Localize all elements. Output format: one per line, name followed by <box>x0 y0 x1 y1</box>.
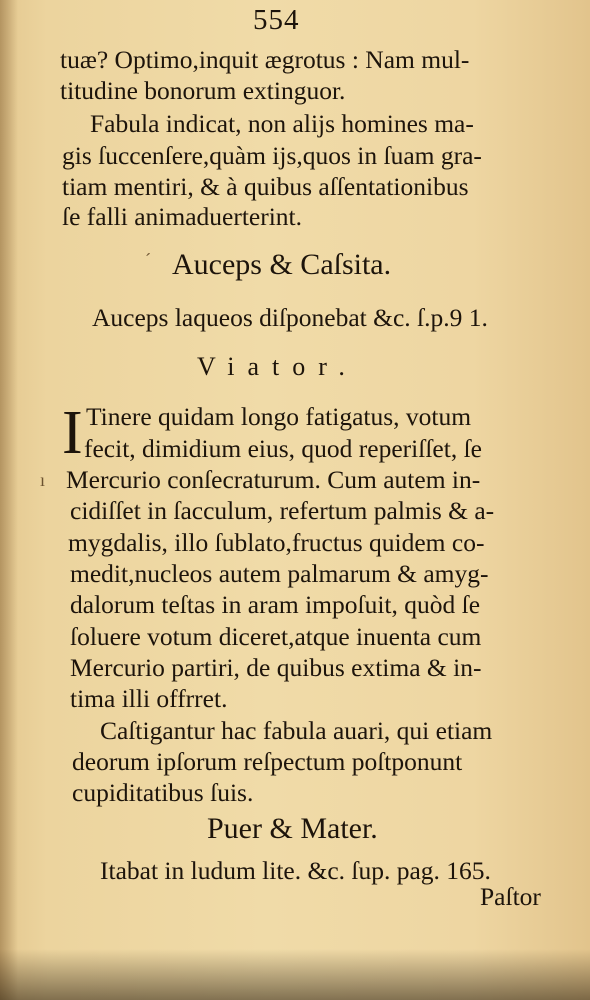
text-line: Mercurio conſecraturum. Cum autem in- <box>66 465 481 494</box>
text-line: Caſtigantur hac fabula auari, qui etiam <box>100 716 493 745</box>
margin-mark: ı <box>40 470 46 490</box>
text-line: mygdalis, illo ſublato,fructus quidem co- <box>68 528 485 557</box>
text-line: ſoluere votum diceret,atque inuenta cum <box>70 622 482 651</box>
text-line: deorum ipſorum reſpectum poſtponunt <box>72 747 463 776</box>
drop-capital: I <box>62 399 83 467</box>
text-line: cidiſſet in ſacculum, refertum palmis & a- <box>70 496 495 525</box>
gutter-shadow <box>0 0 18 1000</box>
text-line: Fabula indicat, non alijs homines ma- <box>90 109 474 138</box>
text-line: cupiditatibus ſuis. <box>72 778 254 807</box>
text-line: tiam mentiri, & à quibus aſſentationibus <box>62 172 469 201</box>
text-line: tima illi offrret. <box>70 684 228 713</box>
ink-speck: ˊ <box>145 250 151 270</box>
text-line: gis ſuccenſere,quàm ijs,quos in ſuam gra- <box>62 141 482 170</box>
catchword: Paſtor <box>480 882 541 911</box>
text-line: ſe falli animaduerterint. <box>62 202 303 231</box>
text-line: Tinere quidam longo fatigatus, votum <box>86 402 472 431</box>
section-heading-auceps: Auceps & Caſsita. <box>172 248 392 281</box>
cross-reference: Itabat in ludum lite. &c. ſup. pag. 165. <box>100 856 491 885</box>
text-line: tuæ? Optimo,inquit ægrotus : Nam mul- <box>60 45 470 74</box>
page-number: 554 <box>253 4 300 36</box>
cross-reference: Auceps laqueos diſponebat &c. ſ.p.9 1. <box>92 303 488 332</box>
section-heading-viator: Viator. <box>197 352 358 381</box>
text-line: fecit, dimidium eius, quod reperiſſet, ſe <box>84 434 482 463</box>
text-line: medit,nucleos autem palmarum & amyg- <box>70 559 489 588</box>
text-line: titudine bonorum extinguor. <box>60 76 346 105</box>
text-line: Mercurio partiri, de quibus extima & in- <box>70 653 482 682</box>
text-line: dalorum teſtas in aram impoſuit, quòd ſe <box>70 590 481 619</box>
page-bottom-shadow <box>0 915 590 1000</box>
section-heading-puer: Puer & Mater. <box>207 812 378 845</box>
